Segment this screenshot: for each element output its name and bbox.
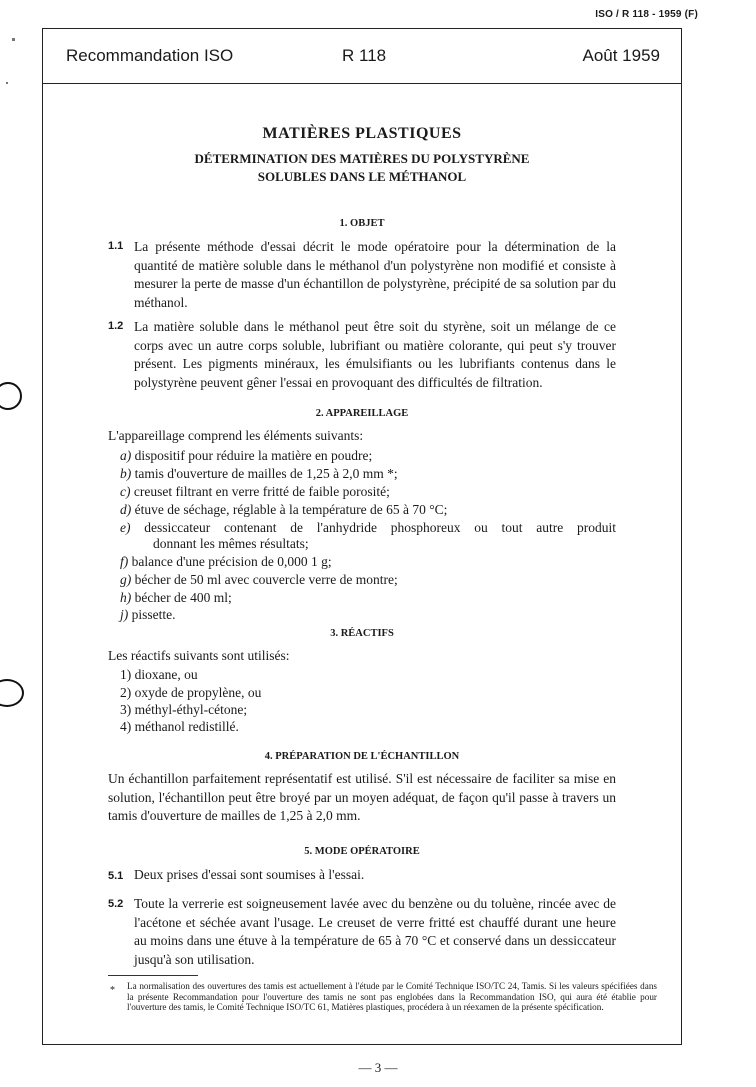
reagent-item: 3) méthyl-éthyl-cétone; xyxy=(120,702,248,717)
subtitle-line-2: SOLUBLES DANS LE MÉTHANOL xyxy=(257,169,467,184)
document-reference: ISO / R 118 - 1959 (F) xyxy=(595,9,698,20)
section-3-heading: 3. RÉACTIFS xyxy=(330,628,394,639)
section-2-heading: 2. APPAREILLAGE xyxy=(315,408,409,419)
punch-hole-circle xyxy=(0,679,24,707)
header-recommendation: Recommandation ISO xyxy=(66,46,234,65)
subtitle-line-1: DÉTERMINATION DES MATIÈRES DU POLYSTYRÈNE xyxy=(194,151,530,166)
footnote-text: La normalisation des ouvertures des tamis est actuellement à l'étude par le Comité Technique ISO/TC 24, Tamis. Si les valeurs spécifiées dans la présente Recommandation pour l'ouverture des tamis ne sont pas englobées dans la Recommandation ISO, qui aura été établie pour l'ouverture des tamis, le Comité Technique ISO/TC 61, Matières plastiques, procédera à un réexamen de la présente spécification. xyxy=(127,981,657,1012)
apparatus-item-e-continued: donnant les mêmes résultats; xyxy=(153,536,309,551)
apparatus-item-j: j) pissette. xyxy=(120,607,176,622)
clause-1-2-number: 1.2 xyxy=(108,320,124,332)
reagent-item: 2) oxyde de propylène, ou xyxy=(120,685,262,700)
sample-preparation-text: Un échantillon parfaitement représentatif est utilisé. S'il est nécessaire de faciliter sa mise en solution, l'échantillon peut être broyé par un moyen adéquat, de façon qu'il passe à travers un tamis d'ouverture de mailles de 1,25 à 2,0 mm. xyxy=(108,771,616,823)
clause-5-2-number: 5.2 xyxy=(108,898,124,910)
apparatus-item-f: f) balance d'une précision de 0,000 1 g; xyxy=(120,554,332,569)
reagent-item: 1) dioxane, ou xyxy=(120,667,198,682)
reagents-intro: Les réactifs suivants sont utilisés: xyxy=(108,648,290,663)
header-band xyxy=(42,28,682,84)
header-number: R 118 xyxy=(342,46,387,65)
apparatus-item-b: b) tamis d'ouverture de mailles de 1,25 à 2,0 mm *; xyxy=(120,466,398,481)
header-date: Août 1959 xyxy=(582,46,660,65)
scan-speck xyxy=(6,82,8,84)
scan-speck xyxy=(12,38,15,41)
apparatus-item-h: h) bécher de 400 ml; xyxy=(120,590,232,605)
document-title: MATIÈRES PLASTIQUES xyxy=(262,125,462,142)
clause-1-1-text: La présente méthode d'essai décrit le mode opératoire pour la détermination de la quantité de matière soluble dans le méthanol d'un polystyrène non modifié et consiste à mesurer la perte de masse d'un échantillon de polystyrène, précipité de sa solution par du méthanol. xyxy=(134,239,616,310)
clause-5-1-number: 5.1 xyxy=(108,870,124,882)
apparatus-intro: L'appareillage comprend les éléments suivants: xyxy=(108,428,364,443)
clause-1-1-number: 1.1 xyxy=(108,240,124,252)
apparatus-item-c: c) creuset filtrant en verre fritté de faible porosité; xyxy=(120,484,390,499)
clause-5-2-text: Toute la verrerie est soigneusement lavée avec du benzène ou du toluène, rincée avec de l'acétone et séchée avant l'usage. Le creuset de verre fritté est chauffé durant une heure au moins dans une étuve à la température de 65 à 70 °C et conservé dans un dessiccateur jusqu'à son utilisation. xyxy=(134,896,616,967)
punch-hole-circle xyxy=(0,382,22,410)
clause-5-1-text: Deux prises d'essai sont soumises à l'essai. xyxy=(134,867,365,882)
footnote-mark: * xyxy=(110,985,115,996)
footnote-rule xyxy=(108,975,198,976)
section-5-heading: 5. MODE OPÉRATOIRE xyxy=(304,846,420,857)
clause-1-2-text: La matière soluble dans le méthanol peut être soit du styrène, soit un mélange de ce corps avec un autre corps soluble, lubrifiant ou matière colorante, qui peut s'y trouver présent. Les pigments minéraux, les émulsifiants ou les lubrifiants contenus dans le polystyrène peuvent gêner l'essai en provoquant des difficultés de filtration. xyxy=(134,319,616,390)
section-4-heading: 4. PRÉPARATION DE L'ÉCHANTILLON xyxy=(264,751,460,762)
apparatus-item-e: e) dessiccateur contenant de l'anhydride phosphoreux ou tout autre produit xyxy=(120,520,617,535)
apparatus-item-d: d) étuve de séchage, réglable à la température de 65 à 70 °C; xyxy=(120,502,448,517)
section-1-heading: 1. OBJET xyxy=(339,218,385,229)
apparatus-item-g: g) bécher de 50 ml avec couvercle verre de montre; xyxy=(120,572,398,587)
reagent-item: 4) méthanol redistillé. xyxy=(120,719,239,734)
page-number: — 3 — xyxy=(358,1060,398,1075)
apparatus-item-a: a) dispositif pour réduire la matière en poudre; xyxy=(120,448,373,463)
document-subtitle xyxy=(42,150,682,186)
